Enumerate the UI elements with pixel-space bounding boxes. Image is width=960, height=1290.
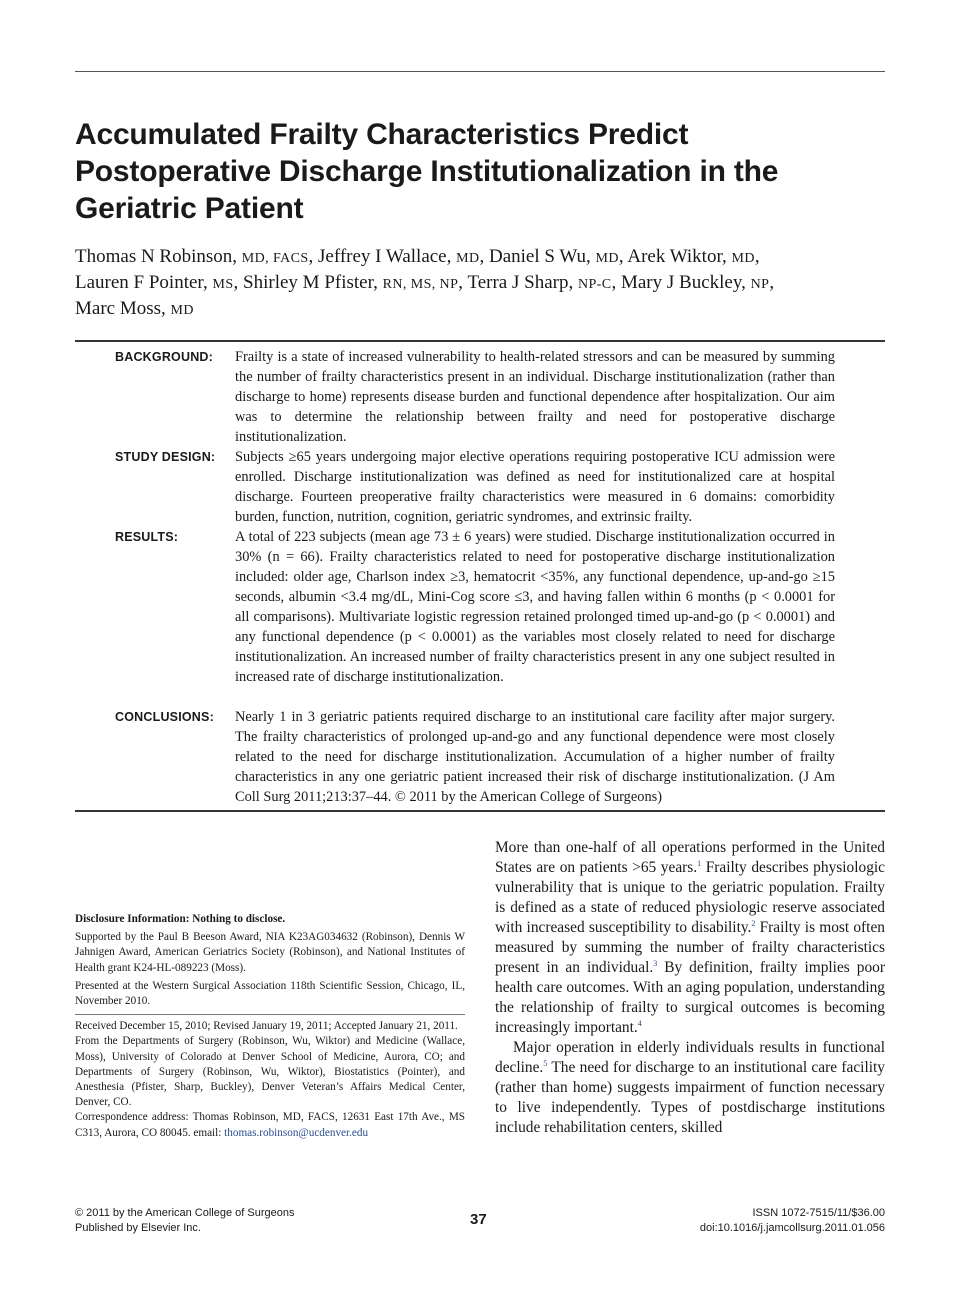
- author-name: Shirley M Pfister,: [243, 272, 383, 293]
- email-link[interactable]: thomas.robinson@ucdenver.edu: [224, 1126, 369, 1139]
- body-paragraph-1: More than one-half of all operations performed in the United States are on patients >65 years.$^1$ Frailty describes physiologic vulnerability that is unique to the geriatric population. Frailty is defined as a state of reduced physiologic reserve associated with increased susceptibility to disability.$^2$ Frailty is most often measured by summing the number of frailty characteristics present in an individual.$^3$ By definition, frailty implies poor health care outcomes. With an aging population, understanding the relationship of frailty to surgical outcomes is becoming increasingly important.$^4$: [495, 839, 885, 1036]
- citation-ref[interactable]: 5: [543, 1058, 548, 1068]
- author-list: Thomas N Robinson, MD, FACS, Jeffrey I Wallace, MD, Daniel S Wu, MD, Arek Wiktor, MD, Lauren F Pointer, MS, Shirley M Pfister, RN, MS, NP, Terra J Sharp, NP-C, Mary J Buckley, NP, Marc Moss, MD: [75, 246, 775, 319]
- citation-ref[interactable]: 1: [697, 858, 702, 868]
- correspondence-text: Correspondence address: Thomas Robinson, MD, FACS, 12631 East 17th Ave., MS C313, Aurora, CO 80045. email:: [75, 1111, 465, 1139]
- page-number: 37: [470, 1211, 487, 1228]
- author-degrees: MD: [456, 251, 480, 266]
- article-title: Accumulated Frailty Characteristics Predict Postoperative Discharge Institutionalization in the Geriatric Patient: [75, 118, 779, 225]
- author-name: Jeffrey I Wallace,: [318, 246, 457, 267]
- footnotes: [75, 912, 465, 1141]
- footnote-divider: [75, 1014, 465, 1015]
- footer-doi: doi:10.1016/j.jamcollsurg.2011.01.056: [699, 1222, 885, 1234]
- footer-copyright: © 2011 by the American College of Surgeons: [75, 1207, 295, 1219]
- abstract-background-label: BACKGROUND:: [115, 350, 214, 364]
- abstract-box: [75, 340, 885, 812]
- footer-right: [700, 1206, 885, 1236]
- author-degrees: MD, FACS: [241, 251, 309, 266]
- received-note: Received December 15, 2010; Revised January 19, 2011; Accepted January 21, 2011.: [75, 1020, 458, 1033]
- author-name: Daniel S Wu,: [488, 246, 596, 267]
- abstract-results-text: A total of 223 subjects (mean age 73 ± 6 years) were studied. Discharge institutionalization occurred in 30% (n = 66). Frailty characteristics related to need for postoperative discharge institutionalization included: older age, Charlson index ≥3, hematocrit <35%, any functional dependence, up-and-go ≥15 seconds, albumin <3.4 mg/dL, Mini-Cog score ≤3, and having fallen within 6 months (p < 0.0001 for all comparisons). Multivariate logistic regression retained prolonged timed up-and-go (p < 0.0001) and any functional dependence (p < 0.0001) as the variables most closely related to need for discharge institutionalization. An increased number of frailty characteristics present in any one subject resulted in increased rate of discharge institutionalization.: [235, 529, 835, 685]
- author-degrees: MD: [595, 251, 619, 266]
- abstract-conclusions-label: CONCLUSIONS:: [115, 710, 214, 724]
- author-name: Terra J Sharp,: [467, 272, 578, 293]
- author-degrees: MD: [731, 251, 755, 266]
- top-rule: [75, 71, 885, 72]
- page-footer: [75, 1206, 885, 1238]
- abstract-study-design-label: STUDY DESIGN:: [115, 450, 216, 464]
- abstract-study-design-text: Subjects ≥65 years undergoing major elective operations requiring postoperative ICU admission were enrolled. Discharge institutionalization was defined as need for institutionalized care at hospital discharge. Fourteen preoperative frailty characteristics were measured in 6 domains: comorbidity burden, function, nutrition, cognition, geriatric syndromes, and extrinsic frailty.: [235, 449, 835, 525]
- citation-ref[interactable]: 3: [653, 958, 658, 968]
- abstract-results-label: RESULTS:: [115, 530, 179, 544]
- footer-publisher: Published by Elsevier Inc.: [75, 1222, 201, 1234]
- author-name: Arek Wiktor,: [627, 246, 732, 267]
- disclosure-note: Disclosure Information: Nothing to disclose.: [75, 913, 286, 925]
- author-name: Mary J Buckley,: [620, 272, 751, 293]
- body-column: [495, 838, 885, 1138]
- author-degrees: NP-C: [577, 277, 612, 292]
- author-degrees: RN, MS, NP: [382, 277, 459, 292]
- affiliation-note: From the Departments of Surgery (Robinson, Wu, Wiktor) and Medicine (Wallace, Moss), University of Colorado at Denver School of Medicine, Aurora, CO; and Departments of Surgery (Robinson, Wu, Wiktor), Biostatistics (Pointer), and Anesthesia (Pfister, Sharp, Buckley), Denver Veteran’s Affairs Medical Center, Denver, CO.: [75, 1035, 465, 1109]
- author-name: Thomas N Robinson,: [75, 246, 242, 267]
- author-degrees: MD: [170, 303, 194, 318]
- author-name: Marc Moss,: [75, 298, 171, 319]
- author-name: Lauren F Pointer,: [75, 272, 213, 293]
- abstract-conclusions-text: Nearly 1 in 3 geriatric patients required discharge to an institutional care facility after major surgery. The frailty characteristics of prolonged up-and-go and any functional dependence were most closely related to the need for discharge institutionalization. Accumulation of a higher number of frailty characteristics in any one geriatric patient increased their risk of discharge institutionalization. (J Am Coll Surg 2011;213:37–44. © 2011 by the American College of Surgeons): [235, 709, 835, 805]
- body-paragraph-2: Major operation in elderly individuals results in functional decline.$^5$ The need for discharge to an institutional care facility (rather than home) suggests impairment of function necessary to live independently. Types of postdischarge institutions include rehabilitation centers, skilled: [495, 1039, 885, 1136]
- citation-ref[interactable]: 2: [751, 918, 756, 928]
- author-degrees: MS: [212, 277, 234, 292]
- abstract-background-text: Frailty is a state of increased vulnerability to health-related stressors and can be measured by summing the number of frailty characteristics present in an individual. Discharge institutionalization (rather than discharge to home) represents disease burden and functional dependence after hospitalization. Our aim was to determine the relationship between frailty and need for postoperative discharge institutionalization.: [235, 349, 835, 445]
- citation-ref[interactable]: 4: [637, 1018, 642, 1028]
- author-degrees: NP: [750, 277, 770, 292]
- support-note: Supported by the Paul B Beeson Award, NIA K23AG034632 (Robinson), Dennis W Jahnigen Award, American Geriatrics Society (Robinson), and National Institutes of Health grant K24-HL-089223 (Moss).: [75, 931, 465, 974]
- correspondence-note: [75, 1110, 465, 1140]
- presented-note: Presented at the Western Surgical Association 118th Scientific Session, Chicago, IL, November 2010.: [75, 979, 465, 1008]
- footer-left: [75, 1206, 294, 1236]
- footer-issn: ISSN 1072-7515/11/$36.00: [752, 1207, 885, 1219]
